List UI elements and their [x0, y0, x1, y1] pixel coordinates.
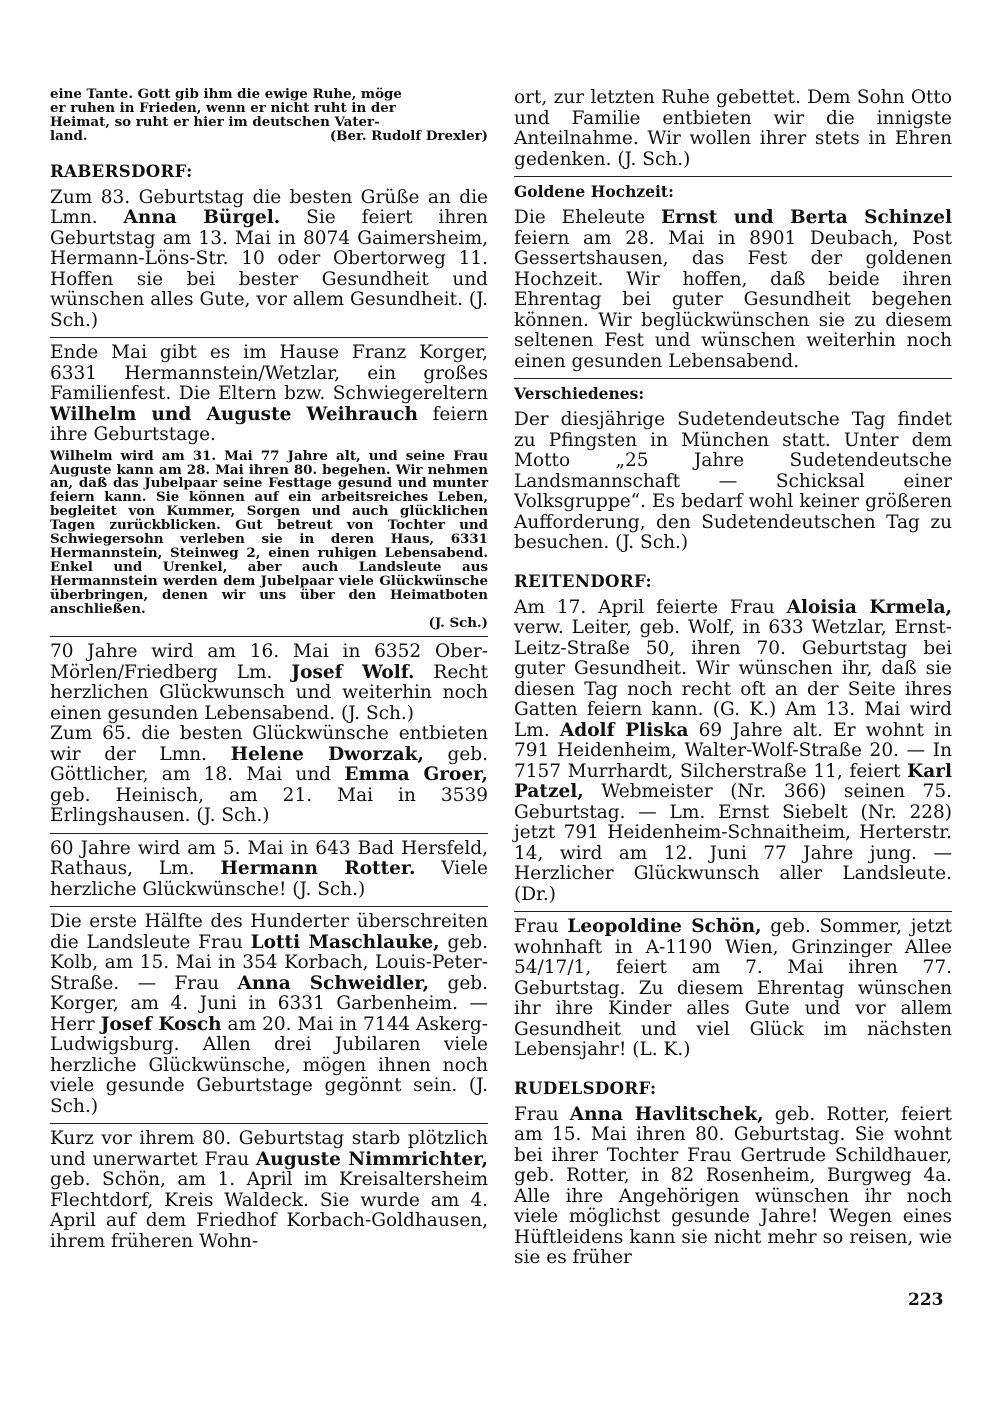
name-anna-havlitschek: Anna Havlitschek, — [569, 1103, 764, 1125]
page-number: 223 — [908, 1290, 944, 1310]
name-anna-schweidler: Anna Schweidler, — [237, 972, 430, 994]
name-schinzel: Ernst und Berta Schinzel — [661, 207, 952, 228]
name-lotti-maschlauke: Lotti Maschlauke, — [250, 931, 440, 953]
right-column — [514, 88, 952, 1269]
divider — [514, 911, 952, 912]
divider — [50, 1123, 488, 1124]
divider — [50, 906, 488, 907]
name-hermann-rotter: Hermann Rotter. — [220, 858, 416, 880]
goldene-hochzeit-paragraph: Die Eheleute Ernst und Berta Schinzel feiern am 28. Mai in 8901 Deubach, Post Gessertshausen, das Fest der goldenen Hochzeit. Wir hoffen, daß beide ihren Ehrentag bei guter Gesundheit begehen können. Wir beglückwünschen sie zu diesem seltenen Fest und wünschen weiterhin noch einen gesunden Lebensabend. — [514, 207, 952, 372]
name-aloisia-krmela: Aloisia Krmela, — [786, 596, 952, 618]
rabersdorf-paragraph-5: 60 Jahre wird am 5. Mai in 643 Bad Hersfeld, Rathaus, Lm. Hermann Rotter. Viele herzliche Glückwünsche! (J. Sch.) — [50, 837, 488, 900]
rabersdorf-heading: RABERSDORF: — [50, 161, 193, 181]
rabersdorf-paragraph-7: Kurz vor ihrem 80. Geburtstag starb plötzlich und unerwartet Frau Auguste Nimmrichter, geb. Schön, am 1. April im Kreisaltersheim Flechtdorf, Kreis Waldeck. Sie wurde am 4. April auf dem Friedhof Korbach-Goldhausen, ihrem früheren Wohn- — [50, 1128, 488, 1252]
verschiedenes-paragraph: Der diesjährige Sudetendeutsche Tag findet zu Pfingsten in München statt. Unter dem Motto „25 Jahre Sudetendeutsche Landsmannschaft — Schicksal einer Volksgruppe“. Es bedarf wohl keiner größeren Aufforderung, den Sudetendeutschen Tag zu besuchen. (J. Sch.) — [514, 409, 952, 553]
rabersdorf-paragraph-1: Zum 83. Geburtstag die besten Grüße an die Lmn. Anna Bürgel. Sie feiert ihren Geburtstag am 13. Mai in 8074 Gaimersheim, Hermann-Löns-Str. 10 oder Obertorweg 11. Hoffen sie bei bester Gesundheit und wünschen alles Gute, vor allem Gesundheit. (J. Sch.) — [50, 186, 488, 331]
name-auguste-nimmrichter: Auguste Nimmrichter, — [255, 1148, 488, 1170]
rudelsdorf-paragraph: Frau Anna Havlitschek, geb. Rotter, feiert am 15. Mai ihren 80. Geburtstag. Sie wohnt bei ihrer Tochter Frau Gertrude Schildhauer, geb. Rotter, in 82 Rosenheim, Burgweg 4a. Alle ihre Angehörigen wünschen ihr noch viele möglichst gesunde Jahre! Wegen eines Hüftleidens kann sie nicht mehr so reisen, wie sie es früher — [514, 1103, 952, 1268]
tante-line: er ruhen in Frieden, wenn er nicht ruht in der — [50, 99, 396, 116]
nimmrichter-continuation: ort, zur letzten Ruhe gebettet. Dem Sohn Otto und Familie entbieten wir die innigste Anteilnahme. Wir wollen ihrer stets in Ehren gedenken. (J. Sch.) — [514, 87, 952, 170]
reitendorf-paragraph-2: Frau Leopoldine Schön, geb. Sommer, jetzt wohnhaft in A-1190 Wien, Grinzinger Allee 54/17/1, feiert am 7. Mai ihren 77. Geburtstag. Zu diesem Ehrentag wünschen ihr ihre Kinder alles Gute und vor allem Gesundheit und viel Glück im nächsten Lebensjahr! (L. K.) — [514, 916, 952, 1060]
tante-line: eine Tante. Gott gib ihm die ewige Ruhe, möge — [50, 86, 402, 102]
name-josef-kosch: Josef Kosch — [100, 1013, 222, 1035]
rabersdorf-paragraph-4: Zum 65. die besten Glückwünsche entbieten wir der Lmn. Helene Dworzak, geb. Göttlicher, am 18. Mai und Emma Groer, geb. Heinisch, am 21. Mai in 3539 Erlingshausen. (J. Sch.) — [50, 723, 489, 827]
weihrauch-small-paragraph: Wilhelm wird am 31. Mai 77 Jahre alt, und seine Frau Auguste kann am 28. Mai ihren 80. begehen. Wir nehmen an, daß das Jubelpaar seine Festtage gesund und munter feiern kann. Sie können auf ein arbeitsreiches Leben, begleitet von Kummer, Sorgen und auch glücklichen Tagen zurückblicken. Gut betreut von Tochter und Schwiegersohn verleben sie in deren Haus, 6331 Hermannstein, Steinweg 2, einen ruhigen Lebensabend. Enkel und Urenkel, aber auch Landsleute aus Hermannstein werden dem Jubelpaar viele Glückwünsche überbringen, denen wir uns über den Heimatboten anschließen. — [50, 447, 488, 617]
left-column — [50, 88, 488, 1252]
name-helene-dworzak: Helene Dworzak, — [230, 743, 424, 765]
rabersdorf-paragraph-3: 70 Jahre wird am 16. Mai in 6352 Ober-Mörlen/Friedberg Lm. Josef Wolf. Recht herzlichen Glückwunsch und weiterhin noch einen gesunden Lebensabend. (J. Sch.) — [50, 641, 488, 724]
divider — [50, 636, 488, 637]
name-weihrauch: Wilhelm und Auguste Weihrauch — [50, 403, 418, 425]
divider — [50, 337, 488, 338]
name-adolf-pliska: Adolf Pliska — [559, 719, 689, 741]
tante-line: Heimat, so ruht er hier im deutschen Vater- — [50, 113, 380, 130]
tante-line: land. (Ber. Rudolf Drexler) — [50, 127, 488, 144]
weihrauch-signature: (J. Sch.) — [428, 614, 488, 631]
name-karl-patzel: Karl Patzel, — [514, 760, 952, 802]
rudelsdorf-heading: RUDELSDORF: — [514, 1078, 657, 1098]
reitendorf-heading: REITENDORF: — [514, 571, 652, 591]
tante-paragraph — [50, 88, 488, 144]
divider — [514, 176, 952, 177]
verschiedenes-heading: Verschiedenes: — [514, 384, 645, 403]
rabersdorf-paragraph-6: Die erste Hälfte des Hunderter überschreiten die Landsleute Frau Lotti Maschlauke, geb. Kolb, am 15. Mai in 354 Korbach, Louis-Peter-Straße. — Frau Anna Schweidler, geb. Korger, am 4. Juni in 6331 Garbenheim. — Herr Josef Kosch am 20. Mai in 7144 Askerg-Ludwigsburg. Allen drei Jubilaren viele herzliche Glückwünsche, mögen ihnen noch viele gesunde Geburtstage gegönnt sein. (J. Sch.) — [50, 911, 489, 1117]
reitendorf-paragraph-1: Am 17. April feierte Frau Aloisia Krmela, verw. Leiter, geb. Wolf, in 633 Wetzlar, Ernst-Leitz-Straße 50, ihren 70. Geburtstag bei guter Gesundheit. Wir wünschen ihr, daß sie diesen Tag noch recht oft an der Seite ihres Gatten feiern kann. (G. K.) Am 13. Mai wird Lm. Adolf Pliska 69 Jahre alt. Er wohnt in 791 Heidenheim, Walter-Wolf-Straße 20. — In 7157 Murrhardt, Silcherstraße 11, feiert Karl Patzel, Webmeister (Nr. 366) seinen 75. Geburtstag. — Lm. Ernst Siebelt (Nr. 228) jetzt 791 Heidenheim-Schnaitheim, Herterstr. 14, wird am 12. Juni 77 Jahre jung. — Herzlicher Glückwunsch aller Landsleute. (Dr.) — [514, 596, 952, 905]
rabersdorf-paragraph-2: Ende Mai gibt es im Hause Franz Korger, 6331 Hermannstein/Wetzlar, ein großes Familienfest. Die Eltern bzw. Schwiegereltern Wilhelm und Auguste Weihrauch feiern ihre Geburtstage. — [50, 342, 488, 446]
goldene-hochzeit-heading: Goldene Hochzeit: — [514, 182, 674, 201]
divider — [50, 833, 488, 834]
name-anna-buergel: Anna Bürgel. — [123, 207, 281, 229]
name-josef-wolf: Josef Wolf. — [291, 661, 415, 683]
name-leopoldine-schoen: Leopoldine Schön, — [567, 916, 762, 937]
name-emma-groer: Emma Groer, — [344, 764, 488, 786]
divider — [514, 378, 952, 379]
